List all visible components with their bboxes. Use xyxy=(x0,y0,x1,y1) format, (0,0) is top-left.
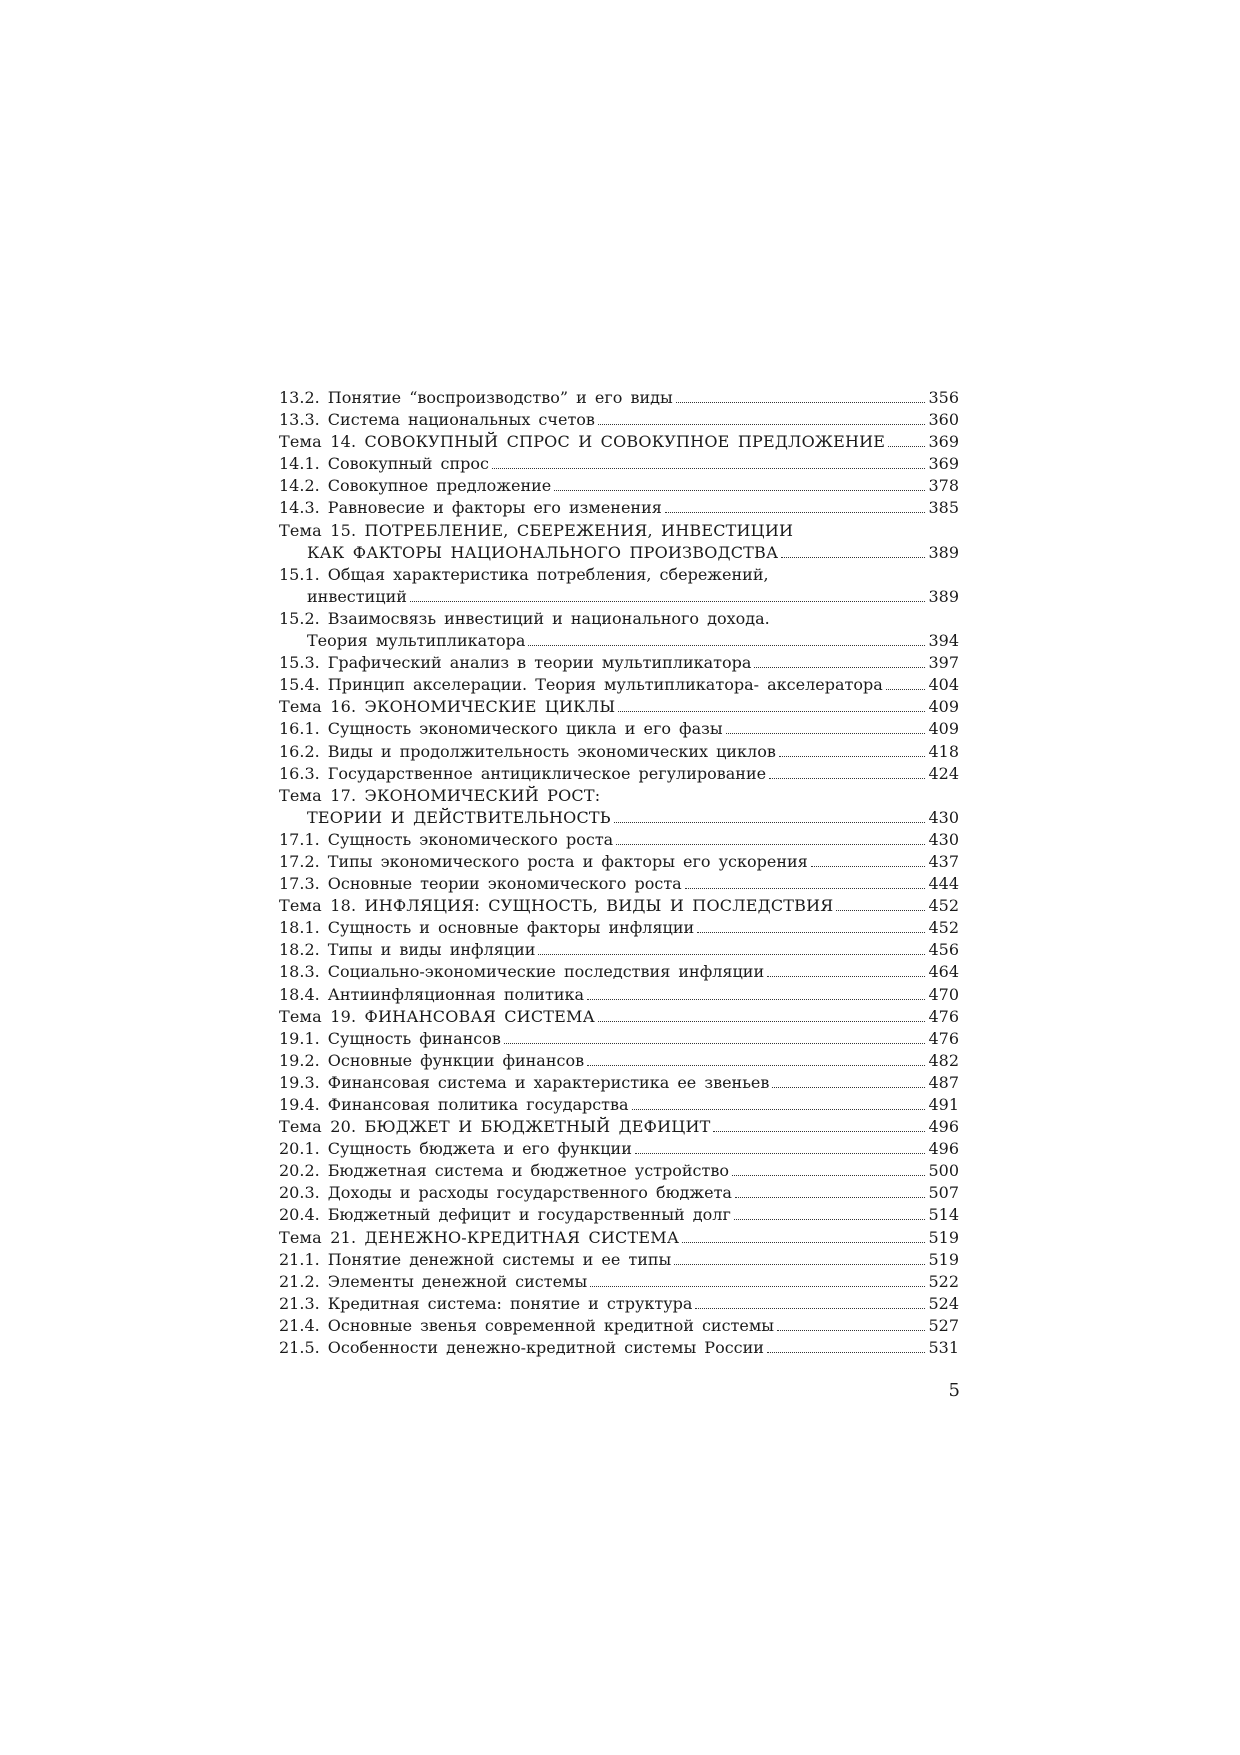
toc-leader-dots xyxy=(618,711,925,712)
toc-entry xyxy=(279,520,959,542)
toc-entry-page: 437 xyxy=(928,851,959,871)
toc-entry xyxy=(279,674,959,696)
toc-entry xyxy=(279,1315,959,1337)
toc-entry xyxy=(279,1204,959,1226)
toc-entry xyxy=(279,1227,959,1249)
toc-entry-title: инвестиций xyxy=(307,586,407,606)
toc-entry-page: 531 xyxy=(928,1338,959,1358)
toc-leader-dots xyxy=(886,689,926,690)
toc-entry-title: 21.1. Понятие денежной системы и ее типы xyxy=(279,1249,672,1269)
toc-entry xyxy=(279,1138,959,1160)
toc-leader-dots xyxy=(665,512,926,513)
toc-leader-dots xyxy=(713,1131,925,1132)
toc-entry-title: 21.2. Элементы денежной системы xyxy=(279,1271,588,1291)
toc-leader-dots xyxy=(492,468,925,469)
toc-entry-page: 514 xyxy=(928,1205,959,1225)
toc-entry-page: 452 xyxy=(928,918,959,938)
toc-leader-dots xyxy=(726,733,926,734)
toc-entry-title: Тема 19. ФИНАНСОВАЯ СИСТЕМА xyxy=(279,1006,595,1026)
toc-entry xyxy=(279,917,959,939)
toc-entry xyxy=(279,409,959,431)
toc-leader-dots xyxy=(528,645,925,646)
toc-leader-dots xyxy=(767,976,925,977)
toc-entry-title: 16.1. Сущность экономического цикла и его фазы xyxy=(279,719,723,739)
toc-entry-page: 452 xyxy=(928,896,959,916)
toc-entry-title: 14.3. Равновесие и факторы его изменения xyxy=(279,498,662,518)
toc-entry-page: 524 xyxy=(928,1293,959,1313)
toc-entry-page: 409 xyxy=(928,719,959,739)
toc-leader-dots xyxy=(587,1065,925,1066)
toc-entry xyxy=(279,1293,959,1315)
toc-entry xyxy=(279,696,959,718)
toc-entry xyxy=(279,1072,959,1094)
toc-entry-title: 21.4. Основные звенья современной кредитной системы xyxy=(279,1315,775,1335)
toc-entry-title: 18.3. Социально-экономические последствия инфляции xyxy=(279,962,765,982)
toc-leader-dots xyxy=(587,999,925,1000)
toc-entry-title: 20.4. Бюджетный дефицит и государственный долг xyxy=(279,1205,731,1225)
toc-entry-title: 18.1. Сущность и основные факторы инфляции xyxy=(279,918,695,938)
toc-leader-dots xyxy=(632,1109,926,1110)
toc-leader-dots xyxy=(734,1219,926,1220)
toc-entry-page: 369 xyxy=(928,454,959,474)
toc-leader-dots xyxy=(697,932,925,933)
toc-entry-page: 397 xyxy=(928,653,959,673)
toc-entry-title: Тема 17. ЭКОНОМИЧЕСКИЙ РОСТ: xyxy=(279,785,601,805)
toc-entry xyxy=(279,1337,959,1359)
toc-entry-page: 476 xyxy=(928,1028,959,1048)
toc-entry-page: 464 xyxy=(928,962,959,982)
toc-entry-page: 424 xyxy=(928,763,959,783)
toc-entry-title: Тема 21. ДЕНЕЖНО-КРЕДИТНАЯ СИСТЕМА xyxy=(279,1227,680,1247)
toc-entry-title: 17.2. Типы экономического роста и факторы его ускорения xyxy=(279,851,808,871)
toc-entry xyxy=(279,939,959,961)
toc-entry-title: 20.1. Сущность бюджета и его функции xyxy=(279,1139,632,1159)
toc-leader-dots xyxy=(616,844,925,845)
toc-entry xyxy=(279,1094,959,1116)
toc-leader-dots xyxy=(767,1352,926,1353)
toc-leader-dots xyxy=(732,1175,925,1176)
toc-entry xyxy=(279,763,959,785)
toc-entry-title: 15.4. Принцип акселерации. Теория мультипликатора- акселератора xyxy=(279,675,883,695)
toc-entry-title: Тема 16. ЭКОНОМИЧЕСКИЕ ЦИКЛЫ xyxy=(279,697,616,717)
toc-entry-page: 389 xyxy=(928,586,959,606)
toc-entry-title: 19.3. Финансовая система и характеристика ее звеньев xyxy=(279,1072,770,1092)
toc-entry xyxy=(279,542,959,564)
toc-leader-dots xyxy=(674,1264,925,1265)
toc-leader-dots xyxy=(769,778,925,779)
toc-leader-dots xyxy=(410,601,926,602)
toc-entry xyxy=(279,608,959,630)
toc-entry-title: 18.4. Антиинфляционная политика xyxy=(279,984,585,1004)
toc-entry xyxy=(279,453,959,475)
toc-entry-title: Тема 20. БЮДЖЕТ И БЮДЖЕТНЫЙ ДЕФИЦИТ xyxy=(279,1117,711,1137)
toc-entry-title: Теория мультипликатора xyxy=(307,631,526,651)
toc-leader-dots xyxy=(635,1153,926,1154)
toc-leader-dots xyxy=(754,667,925,668)
toc-entry xyxy=(279,564,959,586)
toc-entry-page: 476 xyxy=(928,1006,959,1026)
toc-entry xyxy=(279,851,959,873)
toc-entry-title: Тема 15. ПОТРЕБЛЕНИЕ, СБЕРЕЖЕНИЯ, ИНВЕСТИЦИИ xyxy=(279,520,794,540)
page-number: 5 xyxy=(948,1380,960,1401)
toc-entry xyxy=(279,1006,959,1028)
toc-leader-dots xyxy=(676,402,926,403)
toc-entry xyxy=(279,873,959,895)
toc-entry-page: 496 xyxy=(928,1117,959,1137)
toc-entry xyxy=(279,475,959,497)
toc-entry-page: 470 xyxy=(928,984,959,1004)
toc-leader-dots xyxy=(695,1308,925,1309)
toc-leader-dots xyxy=(777,1330,925,1331)
toc-entry-title: 21.5. Особенности денежно-кредитной системы России xyxy=(279,1338,764,1358)
toc-entry-page: 500 xyxy=(928,1161,959,1181)
toc-entry-page: 522 xyxy=(928,1271,959,1291)
toc-leader-dots xyxy=(781,557,925,558)
toc-entry xyxy=(279,984,959,1006)
toc-entry-title: 20.2. Бюджетная система и бюджетное устройство xyxy=(279,1161,730,1181)
toc-entry xyxy=(279,1116,959,1138)
toc-entry-title: 15.1. Общая характеристика потребления, сбережений, xyxy=(279,564,769,584)
toc-leader-dots xyxy=(888,446,925,447)
toc-entry-title: 16.3. Государственное антициклическое регулирование xyxy=(279,763,767,783)
toc-entry xyxy=(279,586,959,608)
toc-entry-title: 17.1. Сущность экономического роста xyxy=(279,829,614,849)
toc-entry xyxy=(279,1028,959,1050)
toc-entry xyxy=(279,718,959,740)
toc-entry-page: 430 xyxy=(928,807,959,827)
toc-leader-dots xyxy=(685,888,926,889)
toc-leader-dots xyxy=(836,910,925,911)
toc-entry-title: Тема 14. СОВОКУПНЫЙ СПРОС И СОВОКУПНОЕ ПРЕДЛОЖЕНИЕ xyxy=(279,432,886,452)
toc-entry-page: 456 xyxy=(928,940,959,960)
toc-entry-title: 14.2. Совокупное предложение xyxy=(279,476,552,496)
toc-entry xyxy=(279,895,959,917)
toc-entry-title: Тема 18. ИНФЛЯЦИЯ: СУЩНОСТЬ, ВИДЫ И ПОСЛЕДСТВИЯ xyxy=(279,896,834,916)
toc-entry-title: ТЕОРИИ И ДЕЙСТВИТЕЛЬНОСТЬ xyxy=(307,807,611,827)
toc-entry xyxy=(279,1160,959,1182)
toc-entry-page: 404 xyxy=(928,675,959,695)
toc-entry-page: 491 xyxy=(928,1095,959,1114)
toc-entry-page: 482 xyxy=(928,1050,959,1070)
toc-entry-page: 385 xyxy=(928,498,959,518)
toc-entry-page: 496 xyxy=(928,1139,959,1159)
toc-entry-title: 19.4. Финансовая политика государства xyxy=(279,1095,629,1114)
toc-entry-page: 378 xyxy=(928,476,959,496)
toc-entry-title: 17.3. Основные теории экономического роста xyxy=(279,874,682,894)
toc-entry-title: 19.1. Сущность финансов xyxy=(279,1028,501,1048)
toc-entry xyxy=(279,829,959,851)
toc-entry-page: 409 xyxy=(928,697,959,717)
toc-entry-page: 360 xyxy=(928,410,959,430)
toc-entry-page: 519 xyxy=(928,1249,959,1269)
toc-entry-title: 13.2. Понятие “воспроизводство” и его виды xyxy=(279,388,673,407)
toc-entry xyxy=(279,785,959,807)
toc-entry-page: 389 xyxy=(928,542,959,562)
toc-leader-dots xyxy=(590,1286,925,1287)
toc-entry xyxy=(279,431,959,453)
toc-entry-page: 369 xyxy=(928,432,959,452)
toc-leader-dots xyxy=(598,1021,926,1022)
toc-leader-dots xyxy=(598,424,926,425)
toc-entry-title: 20.3. Доходы и расходы государственного бюджета xyxy=(279,1183,732,1203)
toc-entry xyxy=(279,807,959,829)
toc-entry-title: 19.2. Основные функции финансов xyxy=(279,1050,585,1070)
toc-entry-page: 394 xyxy=(928,631,959,651)
toc-entry xyxy=(279,497,959,519)
toc-entry-page: 519 xyxy=(928,1227,959,1247)
toc-entry-page: 444 xyxy=(928,874,959,894)
toc-entry-title: 15.2. Взаимосвязь инвестиций и национального дохода. xyxy=(279,608,770,628)
toc-leader-dots xyxy=(682,1242,925,1243)
toc-entry-page: 527 xyxy=(928,1315,959,1335)
toc-entry-page: 418 xyxy=(928,741,959,761)
toc-entry-page: 507 xyxy=(928,1183,959,1203)
toc-entry xyxy=(279,387,959,409)
toc-entry xyxy=(279,1182,959,1204)
toc-leader-dots xyxy=(735,1197,926,1198)
toc-entry xyxy=(279,1249,959,1271)
toc-entry-page: 430 xyxy=(928,829,959,849)
toc-leader-dots xyxy=(614,822,926,823)
toc-leader-dots xyxy=(779,756,926,757)
toc-leader-dots xyxy=(554,490,925,491)
toc-entry-title: 21.3. Кредитная система: понятие и структура xyxy=(279,1293,693,1313)
toc-entry xyxy=(279,961,959,983)
toc-entry xyxy=(279,652,959,674)
toc-leader-dots xyxy=(772,1087,925,1088)
table-of-contents xyxy=(279,387,959,1359)
toc-entry xyxy=(279,1050,959,1072)
toc-leader-dots xyxy=(811,866,926,867)
toc-entry-title: 16.2. Виды и продолжительность экономических циклов xyxy=(279,741,776,761)
toc-entry xyxy=(279,741,959,763)
toc-entry-page: 356 xyxy=(928,388,959,407)
toc-entry-title: 13.3. Система национальных счетов xyxy=(279,410,595,430)
toc-entry-title: КАК ФАКТОРЫ НАЦИОНАЛЬНОГО ПРОИЗВОДСТВА xyxy=(307,542,779,562)
toc-entry-title: 18.2. Типы и виды инфляции xyxy=(279,940,536,960)
toc-leader-dots xyxy=(538,954,925,955)
toc-entry xyxy=(279,1271,959,1293)
toc-leader-dots xyxy=(504,1043,926,1044)
toc-entry xyxy=(279,630,959,652)
toc-entry-title: 14.1. Совокупный спрос xyxy=(279,454,489,474)
toc-entry-page: 487 xyxy=(928,1072,959,1092)
toc-entry-title: 15.3. Графический анализ в теории мультипликатора xyxy=(279,653,752,673)
